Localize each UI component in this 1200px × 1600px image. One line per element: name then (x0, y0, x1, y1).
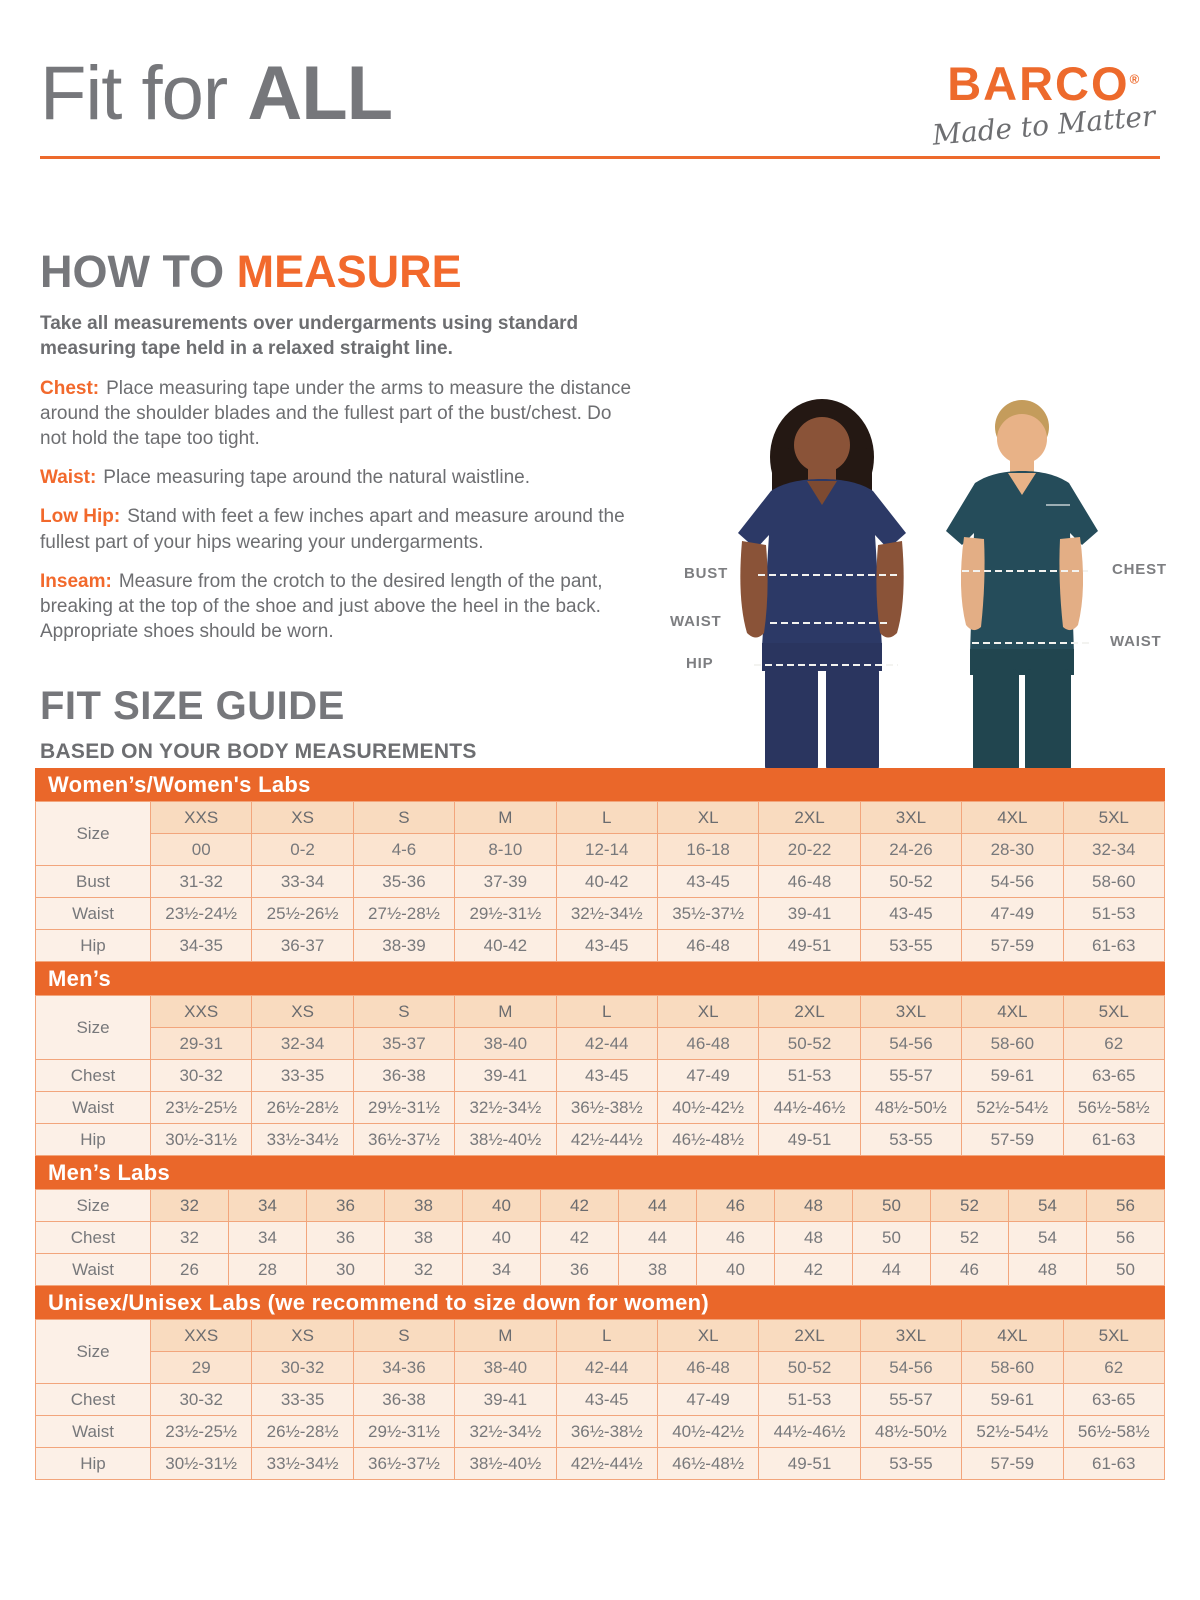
measurement-cell: 42½-44½ (557, 1124, 658, 1156)
measurement-cell: 34 (229, 1222, 307, 1254)
measurement-cell: 32 (151, 1222, 229, 1254)
measurement-row (36, 1384, 1165, 1416)
numeric-size-cell: 20-22 (759, 834, 860, 866)
measurement-cell: 33-35 (252, 1060, 353, 1092)
measurement-cell: 25½-26½ (252, 898, 353, 930)
size-col-header: 56 (1087, 1190, 1165, 1222)
measurement-row-label: Hip (36, 930, 151, 962)
measurement-cell: 63-65 (1064, 1384, 1165, 1416)
brand-logo-wordmark (932, 57, 1156, 110)
measure-item-3: Inseam: Measure from the crotch to the desired length of the pant, breaking at the top of the shoe and just above the heel in the back. Appropriate shoes should be worn. (40, 570, 603, 642)
measurement-cell: 23½-24½ (151, 898, 252, 930)
measurement-cell: 23½-25½ (151, 1092, 252, 1124)
measurement-cell: 38½-40½ (455, 1448, 556, 1480)
measurement-cell: 32 (385, 1254, 463, 1286)
measurement-cell: 55-57 (861, 1384, 962, 1416)
measurement-cell: 35½-37½ (658, 898, 759, 930)
size-col-header: 40 (463, 1190, 541, 1222)
size-col-header: 32 (151, 1190, 229, 1222)
measurement-cell: 42½-44½ (557, 1448, 658, 1480)
measurement-cell: 26½-28½ (252, 1092, 353, 1124)
size-col-header: 4XL (962, 996, 1063, 1028)
size-col-header: 34 (229, 1190, 307, 1222)
measurement-row-label: Chest (36, 1384, 151, 1416)
size-col-header: 46 (697, 1190, 775, 1222)
measurement-row-label: Waist (36, 1254, 151, 1286)
size-col-header: XL (658, 996, 759, 1028)
numeric-size-cell: 42-44 (557, 1352, 658, 1384)
numeric-size-cell: 50-52 (759, 1352, 860, 1384)
measurement-cell: 30-32 (151, 1384, 252, 1416)
measurement-cell: 63-65 (1064, 1060, 1165, 1092)
size-col-header: XL (658, 1320, 759, 1352)
measurement-cell: 30-32 (151, 1060, 252, 1092)
measurement-cell: 51-53 (1064, 898, 1165, 930)
size-col-header: M (455, 1320, 556, 1352)
measurement-cell: 47-49 (658, 1060, 759, 1092)
size-col-header: S (354, 802, 455, 834)
table-title-band: Unisex/Unisex Labs (we recommend to size down for women) (35, 1286, 1165, 1319)
page-title (40, 50, 392, 137)
measurement-cell: 53-55 (861, 1448, 962, 1480)
numeric-size-cell: 62 (1064, 1352, 1165, 1384)
table-title-band: Women’s/Women's Labs (35, 768, 1165, 801)
measurement-cell: 39-41 (455, 1060, 556, 1092)
size-table-3 (35, 1319, 1165, 1480)
numeric-size-cell: 29 (151, 1352, 252, 1384)
measurement-row-label: Chest (36, 1222, 151, 1254)
numeric-size-cell: 32-34 (1064, 834, 1165, 866)
size-col-header: L (557, 802, 658, 834)
heading-gray-part: HOW TO (40, 246, 237, 297)
size-col-header: M (455, 996, 556, 1028)
measurement-cell: 33½-34½ (252, 1448, 353, 1480)
measurement-cell: 36½-37½ (354, 1448, 455, 1480)
woman-model (738, 399, 906, 773)
man-model (946, 400, 1098, 773)
measurement-cell: 46½-48½ (658, 1448, 759, 1480)
size-col-header: XXS (151, 996, 252, 1028)
measurement-cell: 54-56 (962, 866, 1063, 898)
measurement-cell: 36-38 (354, 1060, 455, 1092)
numeric-size-cell: 0-2 (252, 834, 353, 866)
size-row-label: Size (36, 1320, 151, 1384)
measure-item-2: Low Hip: Stand with feet a few inches apart and measure around the fullest part of your hips wearing your undergarments. (40, 506, 625, 553)
measurement-cell: 58-60 (1064, 866, 1165, 898)
size-col-header: M (455, 802, 556, 834)
measurement-row-label: Bust (36, 866, 151, 898)
size-col-header: L (557, 1320, 658, 1352)
size-row-label: Size (36, 802, 151, 866)
measurement-cell: 34 (463, 1254, 541, 1286)
measurement-cell: 32½-34½ (455, 1092, 556, 1124)
measurement-cell: 48½-50½ (861, 1092, 962, 1124)
size-col-header: XS (252, 1320, 353, 1352)
measurement-cell: 56½-58½ (1064, 1416, 1165, 1448)
measurement-cell: 51-53 (759, 1384, 860, 1416)
measurement-row-label: Waist (36, 898, 151, 930)
measurement-cell: 57-59 (962, 930, 1063, 962)
size-col-header: XS (252, 996, 353, 1028)
numeric-size-cell: 29-31 (151, 1028, 252, 1060)
measurement-cell: 40 (697, 1254, 775, 1286)
measurement-cell: 29½-31½ (455, 898, 556, 930)
hip-label: HIP (686, 655, 714, 672)
measure-intro: Take all measurements over undergarments using standard measuring tape held in a relaxed straight line. (40, 313, 579, 360)
measurement-cell: 40½-42½ (658, 1092, 759, 1124)
size-col-header: 50 (853, 1190, 931, 1222)
measurement-cell: 56 (1087, 1222, 1165, 1254)
size-col-header: 3XL (861, 1320, 962, 1352)
measurement-cell: 26 (151, 1254, 229, 1286)
numeric-size-cell: 28-30 (962, 834, 1063, 866)
measurement-cell: 43-45 (557, 1384, 658, 1416)
numeric-size-cell: 54-56 (861, 1352, 962, 1384)
numeric-size-cell: 34-36 (354, 1352, 455, 1384)
table-title-band: Men’s (35, 962, 1165, 995)
numeric-size-cell: 00 (151, 834, 252, 866)
numeric-size-cell: 16-18 (658, 834, 759, 866)
measurement-cell: 52½-54½ (962, 1092, 1063, 1124)
numeric-size-cell: 4-6 (354, 834, 455, 866)
size-col-header: 2XL (759, 996, 860, 1028)
measurement-cell: 48 (775, 1222, 853, 1254)
measurement-row (36, 1254, 1165, 1286)
chest-label: CHEST (1112, 561, 1167, 578)
page-title-bold: ALL (247, 51, 393, 136)
numeric-size-cell: 54-56 (861, 1028, 962, 1060)
measurement-cell: 36½-38½ (557, 1416, 658, 1448)
measurement-cell: 44 (853, 1254, 931, 1286)
brand-name: BARCO (947, 57, 1130, 110)
measurement-cell: 39-41 (455, 1384, 556, 1416)
measure-instructions (40, 311, 636, 658)
measurement-row (36, 1092, 1165, 1124)
size-col-header: 42 (541, 1190, 619, 1222)
heading-accent-part: MEASURE (236, 246, 462, 297)
size-col-header: 4XL (962, 802, 1063, 834)
measurement-cell: 50-52 (861, 866, 962, 898)
measurement-cell: 36½-38½ (557, 1092, 658, 1124)
measurement-row-label: Chest (36, 1060, 151, 1092)
numeric-size-cell: 32-34 (252, 1028, 353, 1060)
measurement-cell: 46 (931, 1254, 1009, 1286)
measurement-cell: 36 (541, 1254, 619, 1286)
measure-item-label: Inseam: (40, 570, 112, 592)
measurement-row (36, 1124, 1165, 1156)
measurement-cell: 59-61 (962, 1384, 1063, 1416)
measurement-cell: 46-48 (658, 930, 759, 962)
header-divider (40, 156, 1160, 159)
numeric-size-cell: 38-40 (455, 1028, 556, 1060)
numeric-size-cell: 30-32 (252, 1352, 353, 1384)
measurement-cell: 53-55 (861, 930, 962, 962)
how-to-measure-heading (40, 246, 462, 298)
measurement-cell: 48½-50½ (861, 1416, 962, 1448)
measurement-cell: 34-35 (151, 930, 252, 962)
measurement-cell: 30 (307, 1254, 385, 1286)
measurement-cell: 59-61 (962, 1060, 1063, 1092)
measure-items (40, 376, 636, 644)
measurement-cell: 57-59 (962, 1124, 1063, 1156)
measurement-cell: 43-45 (557, 930, 658, 962)
size-row-label: Size (36, 996, 151, 1060)
measurement-cell: 44½-46½ (759, 1416, 860, 1448)
measurement-cell: 35-36 (354, 866, 455, 898)
measurement-cell: 43-45 (658, 866, 759, 898)
measurement-row (36, 1416, 1165, 1448)
size-row-label: Size (36, 1190, 151, 1222)
fit-size-guide-subheading: BASED ON YOUR BODY MEASUREMENTS (40, 740, 477, 763)
numeric-size-cell: 46-48 (658, 1028, 759, 1060)
measurement-row-label: Waist (36, 1092, 151, 1124)
numeric-size-cell: 46-48 (658, 1352, 759, 1384)
measurement-row-label: Hip (36, 1124, 151, 1156)
measurement-cell: 49-51 (759, 1448, 860, 1480)
measurement-cell: 40½-42½ (658, 1416, 759, 1448)
size-col-header: 3XL (861, 996, 962, 1028)
size-col-header: L (557, 996, 658, 1028)
measurement-cell: 46 (697, 1222, 775, 1254)
size-col-header: 4XL (962, 1320, 1063, 1352)
measurement-cell: 38-39 (354, 930, 455, 962)
numeric-size-cell: 38-40 (455, 1352, 556, 1384)
measurement-cell: 36-37 (252, 930, 353, 962)
measurement-cell: 51-53 (759, 1060, 860, 1092)
numeric-size-cell: 50-52 (759, 1028, 860, 1060)
measurement-cell: 57-59 (962, 1448, 1063, 1480)
size-table-1 (35, 995, 1165, 1156)
fit-size-guide-heading: FIT SIZE GUIDE (40, 684, 345, 728)
size-col-header: S (354, 1320, 455, 1352)
size-col-header: 5XL (1064, 996, 1165, 1028)
waist-left-label: WAIST (670, 613, 722, 630)
size-table-0 (35, 801, 1165, 962)
measurement-cell: 31-32 (151, 866, 252, 898)
brand-tagline: Made to Matter (931, 99, 1158, 152)
measurement-cell: 33-34 (252, 866, 353, 898)
measurement-row (36, 1060, 1165, 1092)
measurement-cell: 30½-31½ (151, 1124, 252, 1156)
size-col-header: XXS (151, 802, 252, 834)
measurement-cell: 29½-31½ (354, 1416, 455, 1448)
measurement-cell: 36½-37½ (354, 1124, 455, 1156)
measurement-cell: 47-49 (962, 898, 1063, 930)
measurement-cell: 50 (853, 1222, 931, 1254)
measurement-cell: 43-45 (861, 898, 962, 930)
measurement-cell: 32½-34½ (557, 898, 658, 930)
measurement-cell: 40-42 (557, 866, 658, 898)
models-illustration (650, 385, 1200, 773)
measurement-cell: 33-35 (252, 1384, 353, 1416)
size-col-header: 52 (931, 1190, 1009, 1222)
numeric-size-cell: 24-26 (861, 834, 962, 866)
size-col-header: 2XL (759, 802, 860, 834)
measurement-cell: 55-57 (861, 1060, 962, 1092)
measurement-cell: 61-63 (1064, 930, 1165, 962)
measurement-cell: 39-41 (759, 898, 860, 930)
measurement-row-label: Hip (36, 1448, 151, 1480)
measurement-row (36, 1448, 1165, 1480)
measurement-cell: 29½-31½ (354, 1092, 455, 1124)
size-col-header: 5XL (1064, 1320, 1165, 1352)
measurement-cell: 49-51 (759, 1124, 860, 1156)
measurement-cell: 32½-34½ (455, 1416, 556, 1448)
size-col-header: 38 (385, 1190, 463, 1222)
measurement-cell: 46-48 (759, 866, 860, 898)
measurement-cell: 52 (931, 1222, 1009, 1254)
measure-item-label: Waist: (40, 467, 97, 489)
measurement-cell: 52½-54½ (962, 1416, 1063, 1448)
numeric-size-cell: 42-44 (557, 1028, 658, 1060)
brand-logo (931, 57, 1158, 152)
measurement-cell: 56½-58½ (1064, 1092, 1165, 1124)
measurement-cell: 36 (307, 1222, 385, 1254)
size-col-header: 36 (307, 1190, 385, 1222)
models-figure (650, 385, 1200, 773)
table-title-band: Men’s Labs (35, 1156, 1165, 1189)
measurement-cell: 42 (775, 1254, 853, 1286)
size-col-header: XL (658, 802, 759, 834)
measurement-cell: 47-49 (658, 1384, 759, 1416)
size-col-header: XS (252, 802, 353, 834)
measurement-cell: 53-55 (861, 1124, 962, 1156)
measurement-cell: 50 (1087, 1254, 1165, 1286)
measurement-cell: 28 (229, 1254, 307, 1286)
measure-item-0: Chest: Place measuring tape under the arms to measure the distance around the shoulder blades and the fullest part of the bust/chest. Do not hold the tape too tight. (40, 378, 632, 450)
numeric-size-cell: 62 (1064, 1028, 1165, 1060)
measurement-cell: 48 (1009, 1254, 1087, 1286)
size-col-header: 54 (1009, 1190, 1087, 1222)
measurement-row (36, 1222, 1165, 1254)
measurement-row (36, 930, 1165, 962)
size-col-header: 44 (619, 1190, 697, 1222)
bust-label: BUST (684, 565, 729, 582)
numeric-size-cell: 12-14 (557, 834, 658, 866)
numeric-size-cell: 58-60 (962, 1352, 1063, 1384)
measurement-cell: 49-51 (759, 930, 860, 962)
measurement-cell: 43-45 (557, 1060, 658, 1092)
waist-right-label: WAIST (1110, 633, 1162, 650)
measurement-cell: 37-39 (455, 866, 556, 898)
measurement-cell: 38½-40½ (455, 1124, 556, 1156)
numeric-size-cell: 35-37 (354, 1028, 455, 1060)
measurement-cell: 33½-34½ (252, 1124, 353, 1156)
size-col-header: S (354, 996, 455, 1028)
size-table-2 (35, 1189, 1165, 1286)
measurement-cell: 42 (541, 1222, 619, 1254)
page-title-regular: Fit for (40, 51, 248, 136)
measure-item-1: Waist: Place measuring tape around the natural waistline. (40, 467, 530, 489)
size-col-header: 5XL (1064, 802, 1165, 834)
measurement-cell: 61-63 (1064, 1448, 1165, 1480)
numeric-size-cell: 58-60 (962, 1028, 1063, 1060)
measurement-cell: 23½-25½ (151, 1416, 252, 1448)
registered-mark-icon: ® (1129, 71, 1142, 87)
measurement-cell: 27½-28½ (354, 898, 455, 930)
measurement-cell: 38 (619, 1254, 697, 1286)
size-tables (35, 768, 1165, 1480)
size-col-header: XXS (151, 1320, 252, 1352)
measurement-cell: 44½-46½ (759, 1092, 860, 1124)
measure-item-label: Chest: (40, 378, 100, 400)
measurement-cell: 36-38 (354, 1384, 455, 1416)
measurement-row-label: Waist (36, 1416, 151, 1448)
numeric-size-cell: 8-10 (455, 834, 556, 866)
measurement-cell: 30½-31½ (151, 1448, 252, 1480)
measurement-cell: 38 (385, 1222, 463, 1254)
measure-item-label: Low Hip: (40, 506, 121, 528)
measurement-row (36, 866, 1165, 898)
measurement-cell: 40-42 (455, 930, 556, 962)
measurement-cell: 61-63 (1064, 1124, 1165, 1156)
measurement-cell: 54 (1009, 1222, 1087, 1254)
measurement-cell: 40 (463, 1222, 541, 1254)
measurement-cell: 26½-28½ (252, 1416, 353, 1448)
measurement-row (36, 898, 1165, 930)
measurement-cell: 46½-48½ (658, 1124, 759, 1156)
size-col-header: 48 (775, 1190, 853, 1222)
size-col-header: 2XL (759, 1320, 860, 1352)
size-col-header: 3XL (861, 802, 962, 834)
measurement-cell: 44 (619, 1222, 697, 1254)
